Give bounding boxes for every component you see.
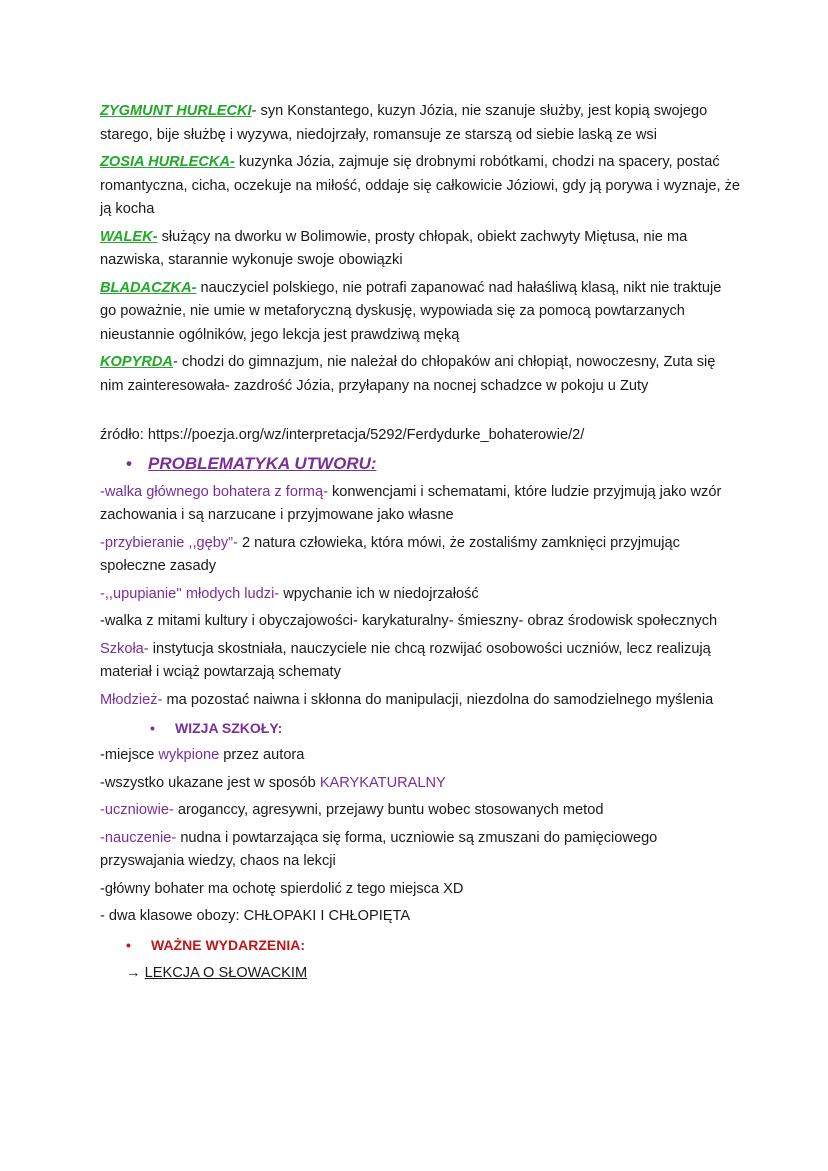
problem-text: -walka z mitami kultury i obyczajowości- karykaturalny- śmieszny- obraz środowisk społecznych — [100, 613, 718, 629]
document-page — [100, 100, 740, 985]
problem-label: -,,upupianie'' młodych ludzi- — [100, 585, 280, 602]
character-description: - chodzi do gimnazjum, nie należał do chłopaków ani chłopiąt, nowoczesny, Zuta się nim zainteresowała- zazdrość Józia, przyłapany na nocnej schadzce w pokoju u Zuty — [100, 354, 716, 394]
wizja-item — [100, 744, 740, 768]
wizja-item — [100, 827, 740, 874]
section-heading-wizja — [100, 716, 740, 740]
bullet-icon: • — [150, 720, 155, 736]
source-line: źródło: https://poezja.org/wz/interpretacja/5292/Ferdydurke_bohaterowie/2/ — [100, 427, 585, 443]
heading-text: PROBLEMATYKA UTWORU: — [148, 453, 377, 473]
problem-text: wpychanie ich w niedojrzałość — [279, 585, 479, 602]
wizja-highlight: KARYKATURALNY — [319, 774, 446, 791]
character-name: KOPYRDA — [100, 354, 173, 370]
heading-text: WAŻNE WYDARZENIA: — [151, 936, 305, 953]
wizja-highlight: -uczniowie- — [100, 802, 174, 818]
character-entry — [100, 151, 740, 222]
arrow-right-icon: → — [126, 964, 141, 981]
character-entry — [100, 100, 740, 147]
wizja-item: - dwa klasowe obozy: CHŁOPAKI I CHŁOPIĘTA — [100, 908, 411, 924]
section-heading-wydarzenia — [100, 933, 740, 957]
character-name: BLADACZKA- — [100, 279, 197, 296]
wizja-highlight: wykpione — [158, 747, 220, 763]
problem-item — [100, 638, 740, 685]
problem-text: 2 natura człowieka, która mówi, że zostaliśmy zamknięci przyjmując społeczne zasady — [100, 534, 680, 574]
heading-text: WIZJA SZKOŁY: — [175, 720, 283, 736]
character-description: kuzynka Józia, zajmuje się drobnymi robótkami, chodzi na spacery, postać romantyczna, cicha, oczekuje na miłość, oddaje się całkowicie Józiowi, gdy ją porywa i wyznaje, że ją kocha — [100, 154, 740, 217]
character-entry — [100, 226, 740, 273]
problem-text: instytucja skostniała, nauczyciele nie chcą rozwijać osobowości uczniów, lecz realizują materiał i wciąż powtarzają schematy — [100, 640, 711, 680]
problem-text: konwencjami i schematami, które ludzie przyjmują jako wzór zachowania i są narzucane i przyjmowane jako własne — [100, 483, 722, 523]
bullet-icon: • — [126, 453, 132, 473]
problem-item — [100, 610, 740, 634]
event-item — [100, 961, 740, 985]
problem-label: -przybieranie ,,gęby”- — [100, 534, 238, 551]
wizja-text: przez autora — [219, 747, 305, 763]
wizja-item — [100, 799, 740, 823]
character-name: ZOSIA HURLECKA- — [100, 154, 235, 170]
wizja-text: nudna i powtarzająca się forma, uczniowie są zmuszani do pamięciowego przyswajania wiedzy, chaos na lekcji — [100, 829, 658, 869]
character-entry — [100, 351, 740, 398]
character-entry — [100, 277, 740, 348]
section-heading-problematyka — [100, 452, 740, 476]
problem-label: -walka głównego bohatera z formą- — [100, 483, 328, 500]
wizja-text: aroganccy, agresywni, przejawy buntu wobec stosowanych metod — [173, 802, 604, 818]
character-description: służący na dworku w Bolimowie, prosty chłopak, obiekt zachwyty Miętusa, nie ma nazwiska, starannie wykonuje swoje obowiązki — [100, 228, 688, 268]
problem-label: Młodzież- — [100, 691, 163, 708]
event-label: LEKCJA O SŁOWACKIM — [144, 964, 308, 981]
wizja-item — [100, 772, 740, 796]
problem-item — [100, 583, 740, 607]
problem-item — [100, 532, 740, 579]
character-description: nauczyciel polskiego, nie potrafi zapanować nad hałaśliwą klasą, nikt nie traktuje go poważnie, nie umie w metaforyczną dyskusję, wypowiada się za pomocą powtarzanych nieustannie ogólników, jego lekcja jest prawdziwą męką — [100, 279, 722, 343]
problem-item — [100, 481, 740, 528]
wizja-text: -wszystko ukazane jest w sposób — [100, 774, 320, 791]
problem-text: ma pozostać naiwna i skłonna do manipulacji, niezdolna do samodzielnego myślenia — [162, 691, 714, 708]
problem-item — [100, 689, 740, 713]
wizja-text: -miejsce — [100, 747, 159, 763]
problem-label: Szkoła- — [100, 640, 149, 657]
character-description: - syn Konstantego, kuzyn Józia, nie szanuje służby, jest kopią swojego starego, bije służbę i wyzywa, niedojrzały, romansuje ze starszą od siebie laską ze wsi — [100, 103, 708, 143]
bullet-icon: • — [126, 936, 131, 953]
wizja-item: -główny bohater ma ochotę spierdolić z tego miejsca XD — [100, 880, 464, 897]
character-name: WALEK- — [100, 228, 158, 245]
character-name: ZYGMUNT HURLECKI — [100, 103, 252, 119]
wizja-highlight: -nauczenie- — [100, 829, 177, 846]
